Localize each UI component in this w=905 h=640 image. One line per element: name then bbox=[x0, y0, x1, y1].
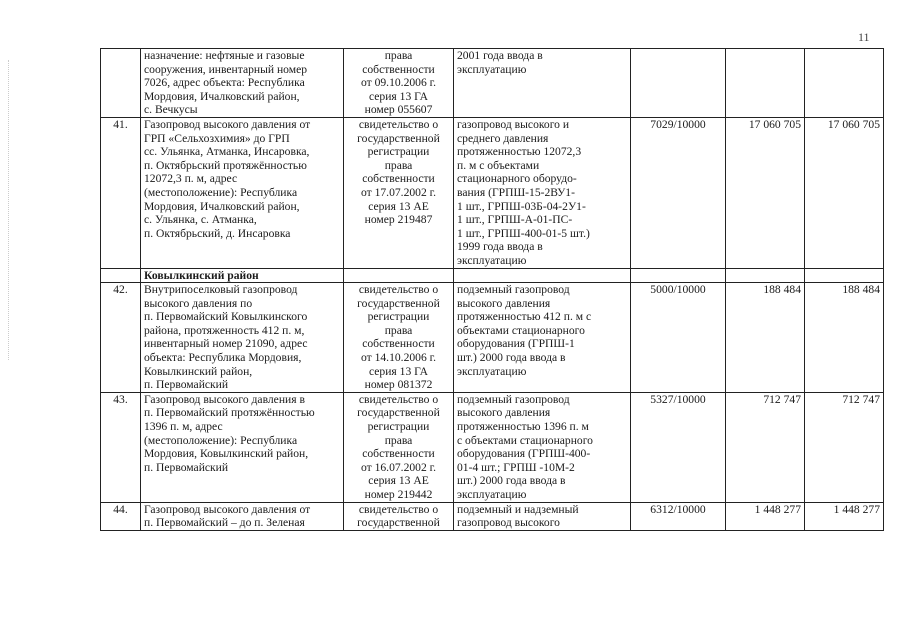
object-description-line: стационарного оборудо- bbox=[457, 172, 577, 186]
registration-certificate-line: собственности bbox=[362, 447, 435, 461]
row-number: 43. bbox=[101, 392, 141, 502]
object-description bbox=[454, 502, 631, 530]
registration-certificate bbox=[344, 49, 454, 118]
district-row bbox=[101, 268, 884, 283]
registration-certificate-line: государственной bbox=[357, 296, 440, 310]
registration-certificate-line: серия 13 АЕ bbox=[368, 474, 429, 488]
district-number-cell bbox=[101, 268, 141, 283]
registration-certificate bbox=[344, 283, 454, 393]
registration-certificate-line: права bbox=[384, 49, 413, 62]
registration-certificate bbox=[344, 117, 454, 268]
object-description-line: протяженностью 1396 п. м bbox=[457, 420, 589, 434]
object-name-line: (местоположение): Республика bbox=[144, 185, 298, 199]
object-name-line: Ковылкинский район, bbox=[144, 364, 253, 378]
row-number bbox=[101, 49, 141, 118]
registration-certificate-line: номер 081372 bbox=[364, 378, 433, 392]
book-value: 1 448 277 bbox=[726, 502, 805, 530]
object-description-line: 1 шт., ГРПШ-03Б-04-2У1- bbox=[457, 199, 586, 213]
object-name-line: п. Первомайский – до п. Зеленая bbox=[144, 516, 305, 530]
object-description-line: эксплуатацию bbox=[457, 253, 527, 267]
registration-certificate bbox=[344, 502, 454, 530]
book-value bbox=[726, 49, 805, 118]
residual-value: 17 060 705 bbox=[805, 117, 884, 268]
table-row bbox=[101, 49, 884, 118]
object-description-line: оборудования (ГРПШ-400- bbox=[457, 447, 591, 461]
object-description-line: оборудования (ГРПШ-1 bbox=[457, 337, 575, 351]
registration-certificate-line: номер 219442 bbox=[364, 488, 433, 501]
object-name-line: Внутрипоселковый газопровод bbox=[144, 283, 298, 297]
book-value: 188 484 bbox=[726, 283, 805, 393]
property-table bbox=[100, 48, 884, 531]
table-row bbox=[101, 283, 884, 393]
row-number: 41. bbox=[101, 117, 141, 268]
object-name-line: п. Октябрьский, д. Инсаровка bbox=[144, 226, 291, 240]
registration-certificate-line: собственности bbox=[362, 172, 435, 186]
object-name-line: (местоположение): Республика bbox=[144, 433, 298, 447]
object-name-line: высокого давления по bbox=[144, 296, 253, 310]
object-name-line: 1396 п. м, адрес bbox=[144, 420, 223, 434]
object-name bbox=[141, 392, 344, 502]
row-number: 44. bbox=[101, 502, 141, 530]
registration-certificate-line: государственной bbox=[357, 516, 440, 530]
registration-certificate-line: свидетельство о bbox=[358, 117, 439, 131]
object-description-line: эксплуатацию bbox=[457, 62, 527, 76]
registration-certificate-line: от 17.07.2002 г. bbox=[360, 185, 437, 199]
registration-certificate-line: права bbox=[384, 158, 413, 172]
object-description-line: газопровод высокого bbox=[457, 516, 560, 530]
object-name-line: 7026, адрес объекта: Республика bbox=[144, 76, 305, 90]
object-description-line: шт.) 2000 года ввода в bbox=[457, 474, 566, 488]
object-name-line: назначение: нефтяные и газовые bbox=[144, 49, 305, 62]
object-name-line: п. Октябрьский протяжённостью bbox=[144, 158, 307, 172]
object-description-line: протяженностью 412 п. м с bbox=[457, 310, 592, 324]
share-fraction: 6312/10000 bbox=[631, 502, 726, 530]
object-description-line: объектами стационарного bbox=[457, 323, 585, 337]
object-description-line: с объектами стационарного bbox=[457, 433, 593, 447]
registration-certificate-line: свидетельство о bbox=[358, 392, 439, 406]
object-description bbox=[454, 283, 631, 393]
row-number: 42. bbox=[101, 283, 141, 393]
object-name-line: п. Первомайский bbox=[144, 460, 229, 474]
registration-certificate-line: собственности bbox=[362, 337, 435, 351]
registration-certificate-line: государственной bbox=[357, 406, 440, 420]
registration-certificate bbox=[344, 392, 454, 502]
district-heading: Ковылкинский район bbox=[141, 268, 344, 283]
object-name bbox=[141, 283, 344, 393]
registration-certificate-line: регистрации bbox=[367, 420, 430, 434]
object-name-line: Мордовия, Ковылкинский район, bbox=[144, 447, 309, 461]
residual-value: 712 747 bbox=[805, 392, 884, 502]
object-name-line: ГРП «Сельхозхимия» до ГРП bbox=[144, 131, 290, 145]
object-name bbox=[141, 502, 344, 530]
object-name-line: Мордовия, Ичалковский район, bbox=[144, 89, 300, 103]
table-row bbox=[101, 392, 884, 502]
page-number: 11 bbox=[858, 30, 870, 44]
table-row bbox=[101, 117, 884, 268]
object-description-line: высокого давления bbox=[457, 296, 551, 310]
object-description-line: 2001 года ввода в bbox=[457, 49, 543, 62]
object-description-line: подземный и надземный bbox=[457, 502, 579, 516]
object-description-line: подземный газопровод bbox=[457, 392, 570, 406]
registration-certificate-line: собственности bbox=[362, 62, 435, 76]
object-name-line: объекта: Республика Мордовия, bbox=[144, 351, 302, 365]
object-description-line: высокого давления bbox=[457, 406, 551, 420]
object-name-line: п. Первомайский протяжённостью bbox=[144, 406, 315, 420]
object-name-line: Газопровод высокого давления в bbox=[144, 392, 305, 406]
object-description-line: шт.) 2000 года ввода в bbox=[457, 351, 566, 365]
object-description-line: среднего давления bbox=[457, 131, 549, 145]
registration-certificate-line: регистрации bbox=[367, 145, 430, 159]
object-description-line: п. м с объектами bbox=[457, 158, 540, 172]
object-description-line: протяженностью 12072,3 bbox=[457, 145, 582, 159]
share-fraction: 5000/10000 bbox=[631, 283, 726, 393]
object-description-line: эксплуатацию bbox=[457, 364, 527, 378]
registration-certificate-line: свидетельство о bbox=[358, 283, 439, 297]
object-name-line: с. Ульянка, с. Атманка, bbox=[144, 213, 257, 227]
book-value: 712 747 bbox=[726, 392, 805, 502]
book-value: 17 060 705 bbox=[726, 117, 805, 268]
residual-value: 1 448 277 bbox=[805, 502, 884, 530]
object-description-line: вания (ГРПШ-15-2ВУ1- bbox=[457, 185, 575, 199]
object-name-line: п. Первомайский bbox=[144, 378, 229, 392]
share-fraction: 5327/10000 bbox=[631, 392, 726, 502]
object-description-line: подземный газопровод bbox=[457, 283, 570, 297]
table-row bbox=[101, 502, 884, 530]
object-description-line: 1 шт., ГРПШ-А-01-ПС- bbox=[457, 213, 573, 227]
residual-value: 188 484 bbox=[805, 283, 884, 393]
registration-certificate-line: номер 055607 bbox=[364, 103, 433, 117]
object-description-line: газопровод высокого и bbox=[457, 117, 570, 131]
object-name-line: района, протяженность 412 п. м, bbox=[144, 323, 305, 337]
registration-certificate-line: от 14.10.2006 г. bbox=[360, 351, 437, 365]
object-description bbox=[454, 392, 631, 502]
object-name-line: п. Первомайский Ковылкинского bbox=[144, 310, 308, 324]
registration-certificate-line: регистрации bbox=[367, 310, 430, 324]
object-description-line: 01-4 шт.; ГРПШ -10М-2 bbox=[457, 460, 575, 474]
object-name-line: сс. Ульянка, Атманка, Инсаровка, bbox=[144, 145, 310, 159]
object-name-line: инвентарный номер 21090, адрес bbox=[144, 337, 308, 351]
registration-certificate-line: от 09.10.2006 г. bbox=[360, 76, 437, 90]
residual-value bbox=[805, 49, 884, 118]
registration-certificate-line: серия 13 ГА bbox=[369, 89, 428, 103]
scan-margin-marks bbox=[8, 60, 11, 360]
object-name-line: 12072,3 п. м, адрес bbox=[144, 172, 238, 186]
registration-certificate-line: серия 13 АЕ bbox=[368, 199, 429, 213]
object-name-line: Мордовия, Ичалковский район, bbox=[144, 199, 300, 213]
object-name bbox=[141, 49, 344, 118]
registration-certificate-line: государственной bbox=[357, 131, 440, 145]
object-name-line: с. Вечкусы bbox=[144, 103, 198, 117]
object-description-line: 1 шт., ГРПШ-400-01-5 шт.) bbox=[457, 226, 590, 240]
registration-certificate-line: от 16.07.2002 г. bbox=[360, 460, 437, 474]
share-fraction: 7029/10000 bbox=[631, 117, 726, 268]
object-description bbox=[454, 49, 631, 118]
share-fraction bbox=[631, 49, 726, 118]
registration-certificate-line: права bbox=[384, 433, 413, 447]
object-name bbox=[141, 117, 344, 268]
object-description bbox=[454, 117, 631, 268]
object-description-line: эксплуатацию bbox=[457, 488, 527, 501]
registration-certificate-line: свидетельство о bbox=[358, 502, 439, 516]
registration-certificate-line: серия 13 ГА bbox=[369, 364, 428, 378]
registration-certificate-line: номер 219487 bbox=[364, 213, 433, 227]
object-name-line: сооружения, инвентарный номер bbox=[144, 62, 308, 76]
object-description-line: 1999 года ввода в bbox=[457, 240, 543, 254]
registration-certificate-line: права bbox=[384, 323, 413, 337]
object-name-line: Газопровод высокого давления от bbox=[144, 502, 311, 516]
object-name-line: Газопровод высокого давления от bbox=[144, 117, 311, 131]
